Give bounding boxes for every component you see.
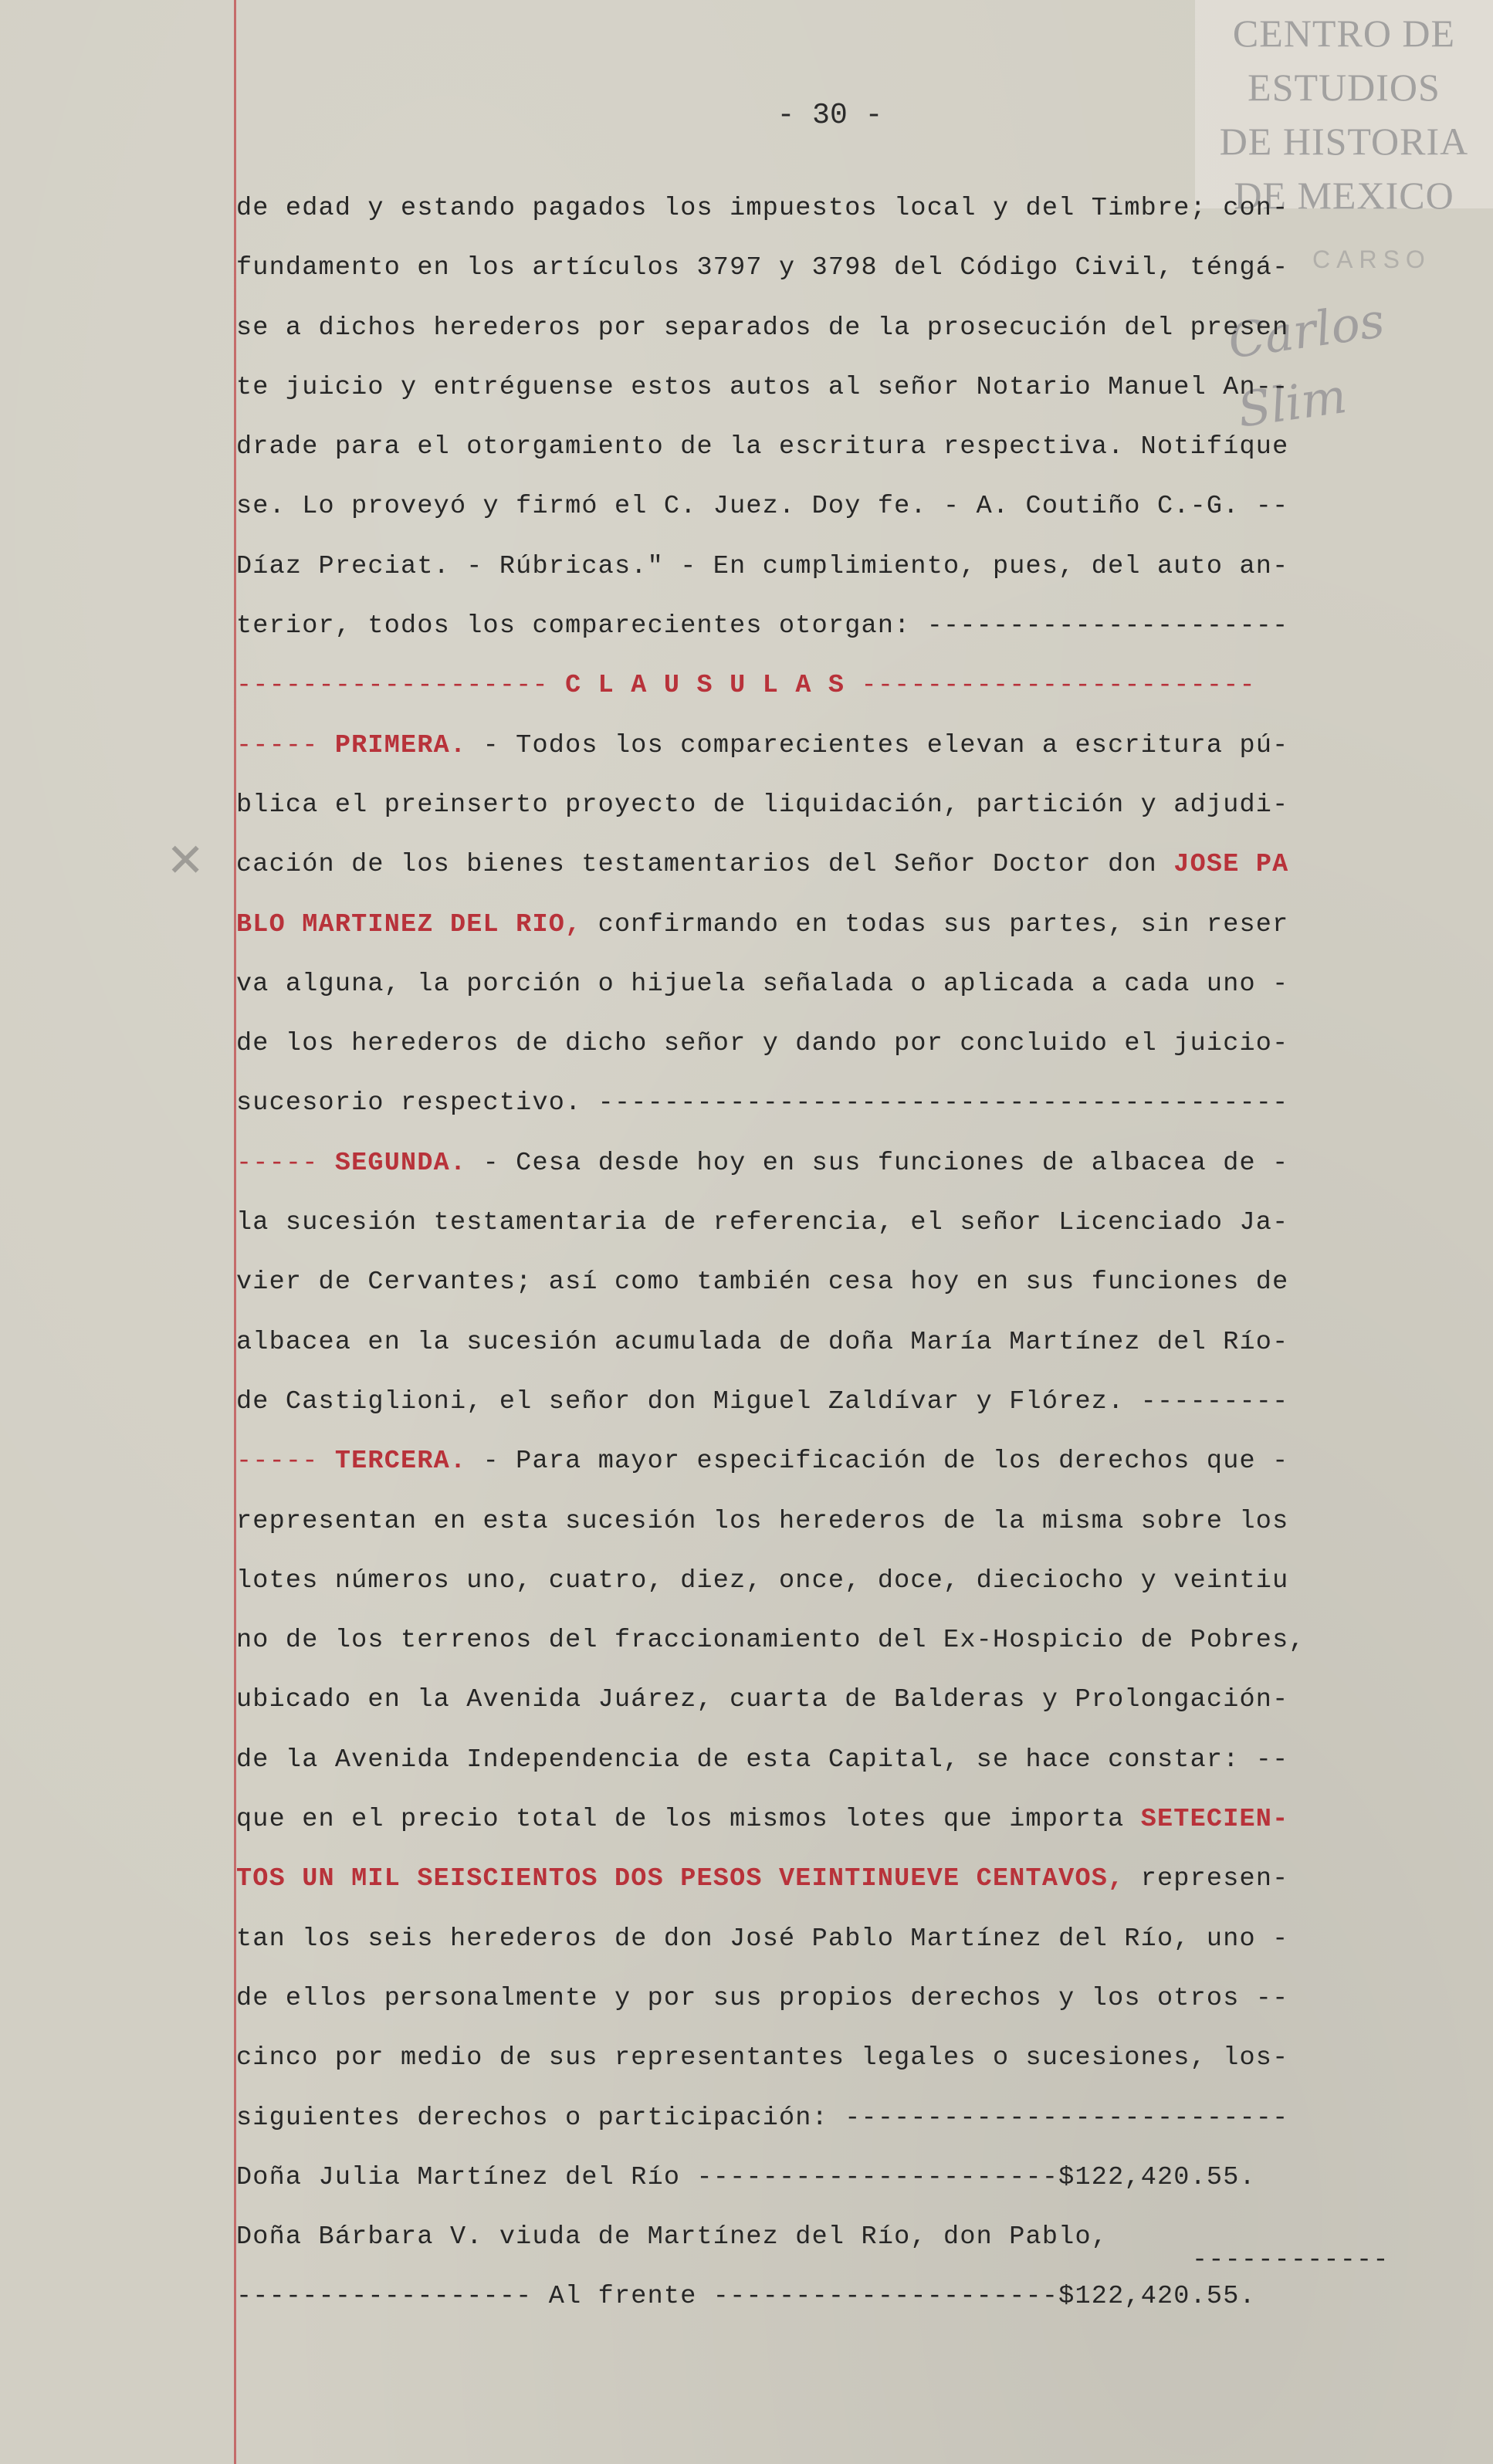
text-line: fundamento en los artículos 3797 y 3798 del Código Civil, téngá-: [236, 253, 1289, 283]
clause-primera: [236, 716, 1425, 776]
text-line: se a dichos herederos por separados de la prosecución del presen: [236, 313, 1289, 343]
watermark-line: DE MEXICO: [1234, 174, 1454, 217]
text-line: representan en esta sucesión los herederos de la misma sobre los: [236, 1506, 1289, 1536]
highlighted-name: JOSE PA: [1173, 850, 1289, 880]
pencil-x-mark: ✕: [166, 834, 205, 888]
highlighted-name: BLO MARTINEZ DEL RIO,: [236, 909, 582, 939]
watermark-signature: Carlos Slim: [1224, 292, 1388, 438]
text-line: la sucesión testamentaria de referencia, el señor Licenciado Ja-: [236, 1208, 1289, 1238]
watermark-line: DE HISTORIA: [1219, 120, 1469, 163]
text-line: te juicio y entréguense estos autos al señor Notario Manuel An--: [236, 372, 1289, 402]
highlighted-amount: SETECIEN-: [1140, 1805, 1289, 1835]
heading-rule: -------------------: [236, 671, 549, 701]
ledger-text: Doña Bárbara V. viuda de Martínez del Río, don Pablo,: [236, 2222, 1109, 2252]
clause-label: TERCERA.: [334, 1447, 467, 1477]
watermark-stamp: CARSO: [1312, 245, 1431, 273]
clause-text: - Para mayor especificación de los derechos que -: [466, 1447, 1289, 1477]
heading-rule: ------------------------: [861, 671, 1256, 701]
subtotal-rule: ------------: [1192, 2246, 1390, 2268]
text-line: drade para el otorgamiento de la escritura respectiva. Notifíque: [236, 432, 1289, 462]
clause-text: - Cesa desde hoy en sus funciones de albacea de -: [466, 1148, 1289, 1178]
text-line: [236, 835, 1425, 895]
footer-amount: $122,420.55.: [1058, 2282, 1256, 2312]
clause-label: SEGUNDA.: [334, 1148, 467, 1178]
footer-row: [236, 2267, 1425, 2327]
text-line: de edad y estando pagados los impuestos local y del Timbre; con-: [236, 194, 1289, 223]
text-line: siguientes derechos o participación: ---------------------------: [236, 2103, 1289, 2133]
text-line: va alguna, la porción o hijuela señalada o aplicada a cada uno -: [236, 969, 1289, 999]
highlighted-amount: TOS UN MIL SEISCIENTOS DOS PESOS VEINTINUEVE CENTAVOS,: [236, 1864, 1125, 1894]
watermark-line: ESTUDIOS: [1248, 66, 1441, 109]
clausulas-heading: [236, 656, 1425, 716]
document-body: [236, 179, 1425, 2327]
text-line: [236, 1790, 1425, 1850]
text-line: vier de Cervantes; así como también cesa hoy en sus funciones de: [236, 1268, 1289, 1298]
watermark-line: CENTRO DE: [1232, 12, 1456, 55]
text-line: albacea en la sucesión acumulada de doña María Martínez del Río-: [236, 1327, 1289, 1357]
text-fragment: cación de los bienes testamentarios del Señor Doctor don: [236, 850, 1174, 880]
text-line: sucesorio respectivo. ------------------------------------------: [236, 1088, 1289, 1119]
footer-text: ------------------ Al frente ---------------------: [236, 2282, 1059, 2312]
page-number: - 30 -: [777, 99, 883, 132]
text-fragment: confirmando en todas sus partes, sin reser: [581, 909, 1289, 939]
text-line: [236, 1850, 1425, 1909]
ledger-amount: $122,420.55.: [1058, 2162, 1256, 2192]
text-line: lotes números uno, cuatro, diez, once, doce, dieciocho y veintiu: [236, 1565, 1289, 1596]
text-line: terior, todos los comparecientes otorgan: ----------------------: [236, 611, 1289, 641]
text-line: de ellos personalmente y por sus propios derechos y los otros --: [236, 1983, 1289, 2013]
heading-label: C L A U S U L A S: [565, 671, 845, 701]
text-line: no de los terrenos del fraccionamiento del Ex-Hospicio de Pobres,: [236, 1626, 1305, 1656]
text-fragment: que en el precio total de los mismos lotes que importa: [236, 1805, 1141, 1835]
clause-text: - Todos los comparecientes elevan a escritura pú-: [466, 730, 1289, 760]
text-line: de Castiglioni, el señor don Miguel Zaldívar y Flórez. ---------: [236, 1386, 1289, 1416]
clause-lead: -----: [236, 730, 335, 760]
text-line: tan los seis herederos de don José Pablo Martínez del Río, uno -: [236, 1924, 1289, 1954]
clause-tercera: [236, 1432, 1425, 1491]
text-line: Díaz Preciat. - Rúbricas." - En cumplimiento, pues, del auto an-: [236, 551, 1289, 581]
text-line: [236, 895, 1425, 955]
text-line: de la Avenida Independencia de esta Capital, se hace constar: --: [236, 1745, 1289, 1775]
text-line: se. Lo proveyó y firmó el C. Juez. Doy fe. - A. Coutiño C.-G. --: [236, 492, 1289, 522]
text-line: blica el preinserto proyecto de liquidación, partición y adjudi-: [236, 790, 1289, 820]
clause-lead: -----: [236, 1447, 335, 1477]
text-line: cinco por medio de sus representantes legales o sucesiones, los-: [236, 2043, 1289, 2073]
text-line: ubicado en la Avenida Juárez, cuarta de Balderas y Prolongación-: [236, 1685, 1289, 1715]
ledger-row: [236, 2148, 1425, 2208]
clause-label: PRIMERA.: [334, 730, 467, 760]
clause-segunda: [236, 1134, 1425, 1193]
clause-lead: -----: [236, 1148, 335, 1178]
ledger-row: [236, 2208, 1425, 2267]
ledger-text: Doña Julia Martínez del Río ----------------------: [236, 2162, 1059, 2192]
text-fragment: represen-: [1124, 1864, 1289, 1894]
text-line: de los herederos de dicho señor y dando por concluido el juicio-: [236, 1029, 1289, 1059]
